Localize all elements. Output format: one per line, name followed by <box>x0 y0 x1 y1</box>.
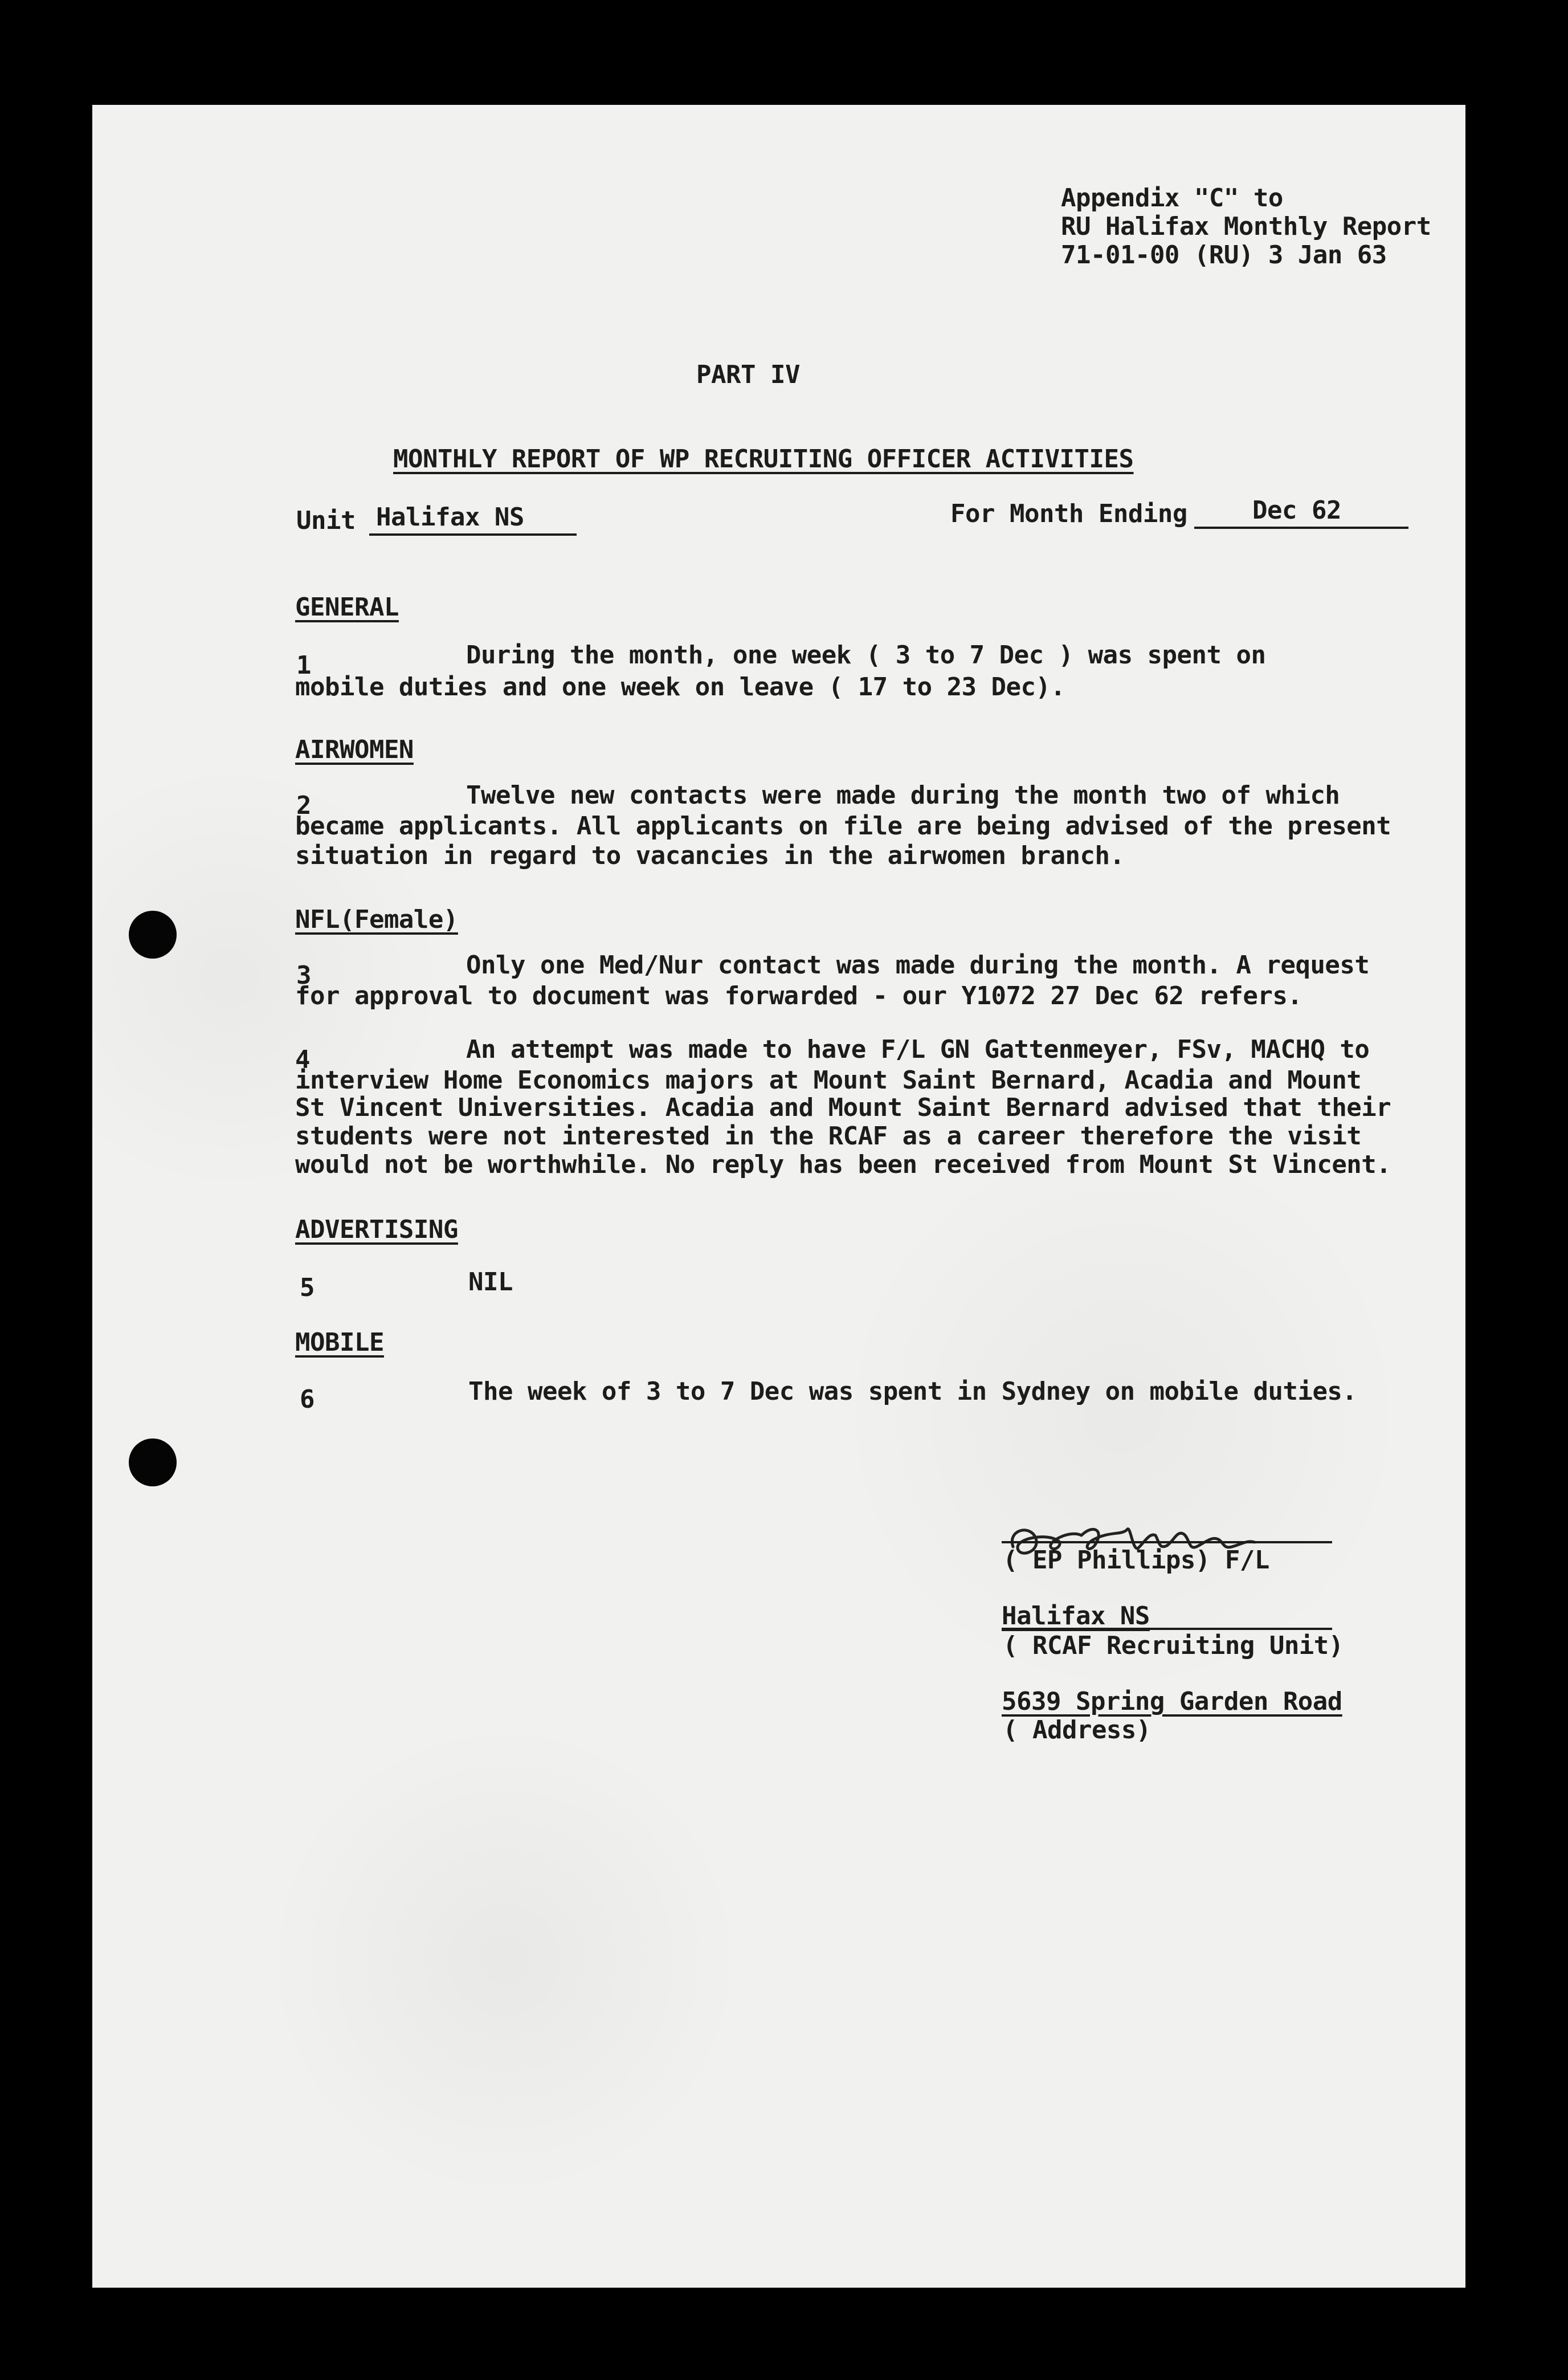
para-line: mobile duties and one week on leave ( 17 to 23 Dec). <box>295 673 1065 702</box>
para-line: Twelve new contacts were made during the month two of which <box>466 781 1340 810</box>
month-label: For Month Ending <box>950 499 1187 528</box>
section-heading-nfl-female: NFL(Female) <box>295 905 458 934</box>
para-number: 3 <box>296 961 311 990</box>
para-line: interview Home Economics majors at Mount Saint Bernard, Acadia and Mount <box>295 1066 1362 1095</box>
appendix-line-2: RU Halifax Monthly Report <box>1061 212 1431 241</box>
para-line: An attempt was made to have F/L GN Gattenmeyer, FSv, MACHQ to <box>466 1035 1370 1064</box>
unit-label: Unit <box>296 506 356 535</box>
para-line: became applicants. All applicants on file are being advised of the present <box>295 812 1391 841</box>
para-line: Only one Med/Nur contact was made during the month. A request <box>466 951 1370 980</box>
signer-name-rank: ( EP Phillips) F/L <box>1003 1546 1269 1575</box>
appendix-line-1: Appendix "C" to <box>1061 184 1283 213</box>
para-line: NIL <box>468 1268 513 1297</box>
appendix-line-3: 71-01-00 (RU) 3 Jan 63 <box>1061 241 1387 270</box>
signer-address-caption: ( Address) <box>1003 1715 1151 1745</box>
para-line: St Vincent Universities. Acadia and Mount Saint Bernard advised that their <box>295 1093 1391 1122</box>
para-line: students were not interested in the RCAF as a career therefore the visit <box>295 1122 1362 1151</box>
signature-line <box>1002 1541 1332 1543</box>
para-line: The week of 3 to 7 Dec was spent in Sydney on mobile duties. <box>468 1377 1357 1406</box>
punch-hole <box>129 1438 177 1486</box>
month-underline <box>1194 527 1408 529</box>
para-line: situation in regard to vacancies in the airwomen branch. <box>295 841 1125 870</box>
para-number: 1 <box>296 651 311 680</box>
document-page <box>92 105 1465 2288</box>
para-number: 5 <box>300 1273 315 1302</box>
signer-unit-caption: ( RCAF Recruiting Unit) <box>1003 1631 1344 1660</box>
section-heading-advertising: ADVERTISING <box>295 1215 458 1244</box>
section-heading-general: GENERAL <box>295 593 399 622</box>
signer-address: 5639 Spring Garden Road <box>1002 1687 1342 1716</box>
para-line: for approval to document was forwarded - our Y1072 27 Dec 62 refers. <box>295 981 1302 1010</box>
para-number: 4 <box>295 1045 310 1074</box>
para-line: During the month, one week ( 3 to 7 Dec ) was spent on <box>466 641 1266 670</box>
part-heading: PART IV <box>696 360 800 389</box>
month-value: Dec 62 <box>1252 496 1341 525</box>
para-number: 6 <box>300 1385 315 1414</box>
unit-line <box>1002 1628 1332 1630</box>
punch-hole <box>129 911 177 959</box>
signer-unit: Halifax NS <box>1002 1601 1150 1631</box>
para-number: 2 <box>296 791 311 820</box>
report-title: MONTHLY REPORT OF WP RECRUITING OFFICER ACTIVITIES <box>393 445 1134 474</box>
unit-value: Halifax NS <box>376 503 524 532</box>
section-heading-airwomen: AIRWOMEN <box>295 735 414 764</box>
unit-underline <box>369 533 577 536</box>
para-line: would not be worthwhile. No reply has been received from Mount St Vincent. <box>295 1150 1391 1179</box>
section-heading-mobile: MOBILE <box>295 1328 384 1357</box>
